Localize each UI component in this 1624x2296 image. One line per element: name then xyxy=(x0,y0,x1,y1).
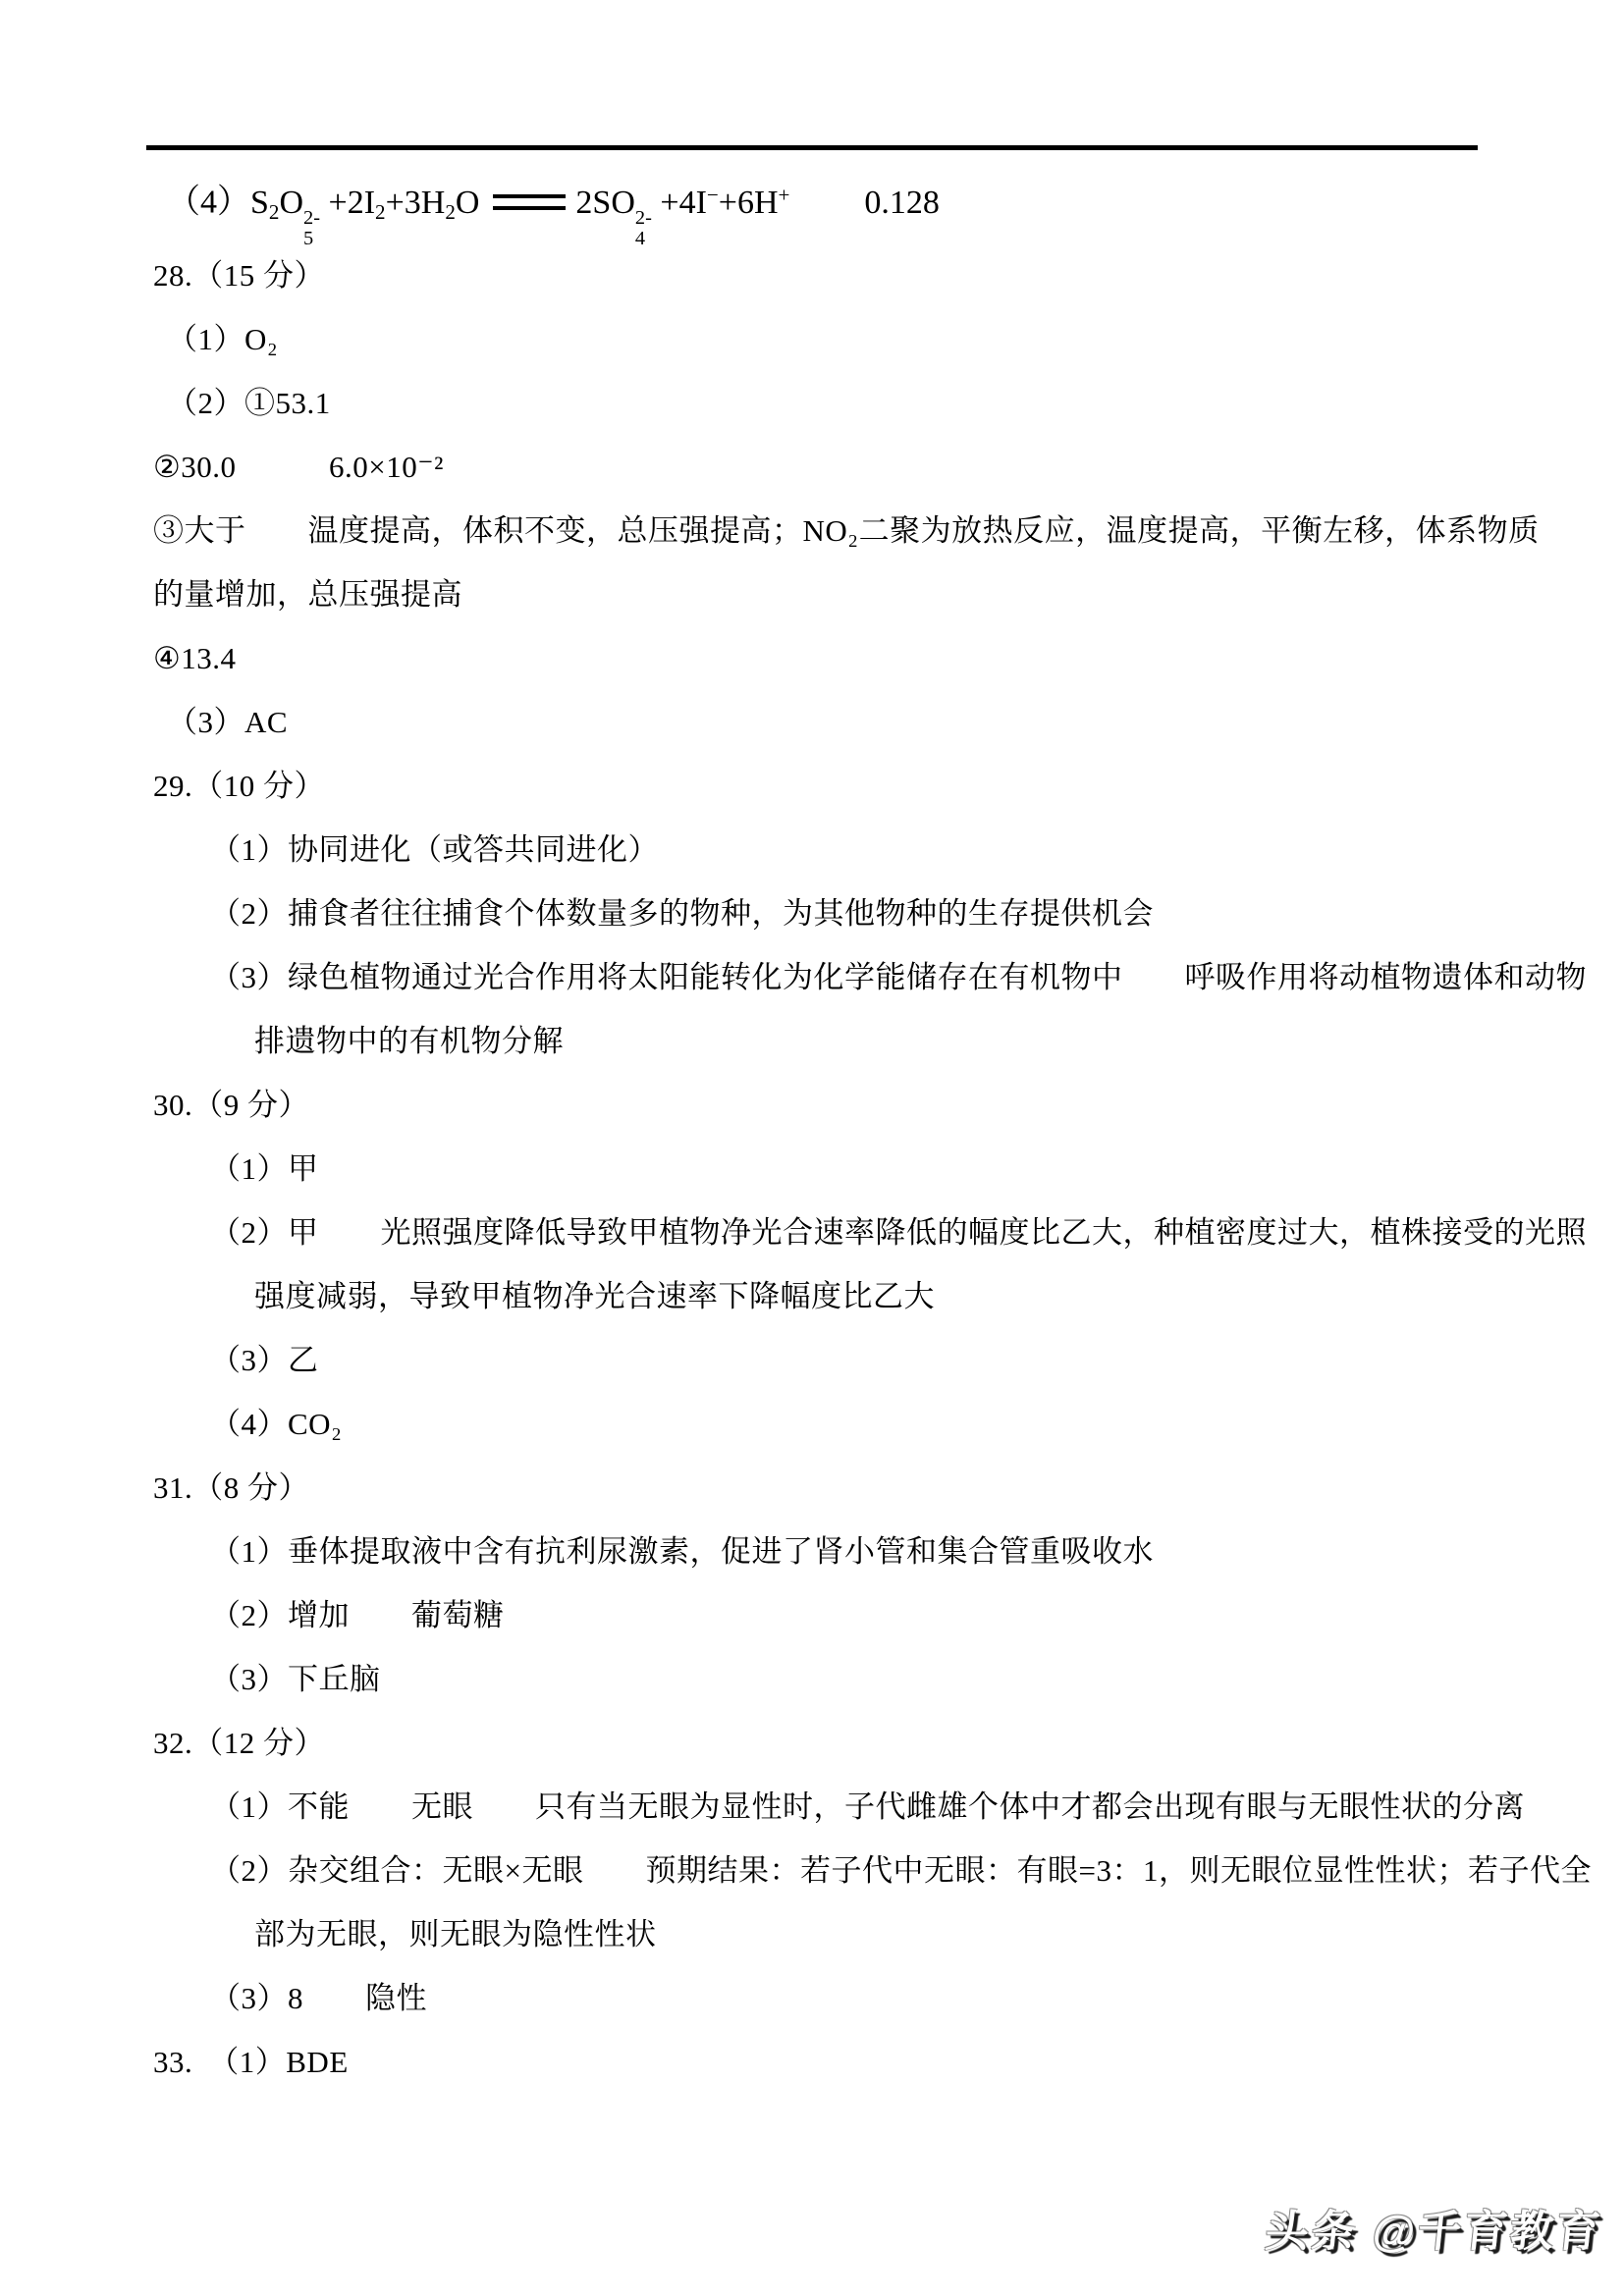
answer-line-9: 29.（10 分） xyxy=(153,769,325,803)
answer-line-12: （3）绿色植物通过光合作用将太阳能转化为化学能储存在有机物中 呼吸作用将动植物遗体和动物 xyxy=(210,960,1587,994)
answer-line-21: （1）垂体提取液中含有抗利尿激素，促进了肾小管和集合管重吸收水 xyxy=(210,1534,1154,1569)
answer-line-7: ④13.4 xyxy=(153,641,237,675)
equation-item-label: （4） xyxy=(167,184,250,221)
answer-line-29: 33. （1）BDE xyxy=(153,2045,349,2079)
answer-line-2: （1）O₂ xyxy=(167,322,279,356)
answer-line-10: （1）协同进化（或答共同进化） xyxy=(210,832,659,867)
answer-line-19: （4）CO₂ xyxy=(210,1407,343,1441)
answer-line-14: 30.（9 分） xyxy=(153,1088,309,1122)
answer-line-23: （3）下丘脑 xyxy=(210,1662,381,1696)
answer-line-4: ②30.0 6.0×10⁻² xyxy=(153,450,444,484)
answer-line-27: 部为无眼，则无眼为隐性性状 xyxy=(254,1917,657,1951)
answer-line-22: （2）增加 葡萄糖 xyxy=(210,1598,505,1632)
answer-line-11: （2）捕食者往往捕食个体数量多的物种，为其他物种的生存提供机会 xyxy=(210,896,1154,931)
ion-charge-stack: 2- 5 xyxy=(303,206,321,250)
double-line-equals-sign xyxy=(493,194,566,210)
answer-line-17: 强度减弱，导致甲植物净光合速率下降幅度比乙大 xyxy=(254,1279,935,1313)
answer-line-18: （3）乙 xyxy=(210,1343,319,1377)
chemical-equation: $S_2O$ 2- 5 $+2I_2+3H_2O$ 2SO 2- 4 +4I−+6H+ xyxy=(250,183,790,250)
answer-line-1: 28.（15 分） xyxy=(153,258,325,293)
answer-line-28: （3）8 隐性 xyxy=(210,1981,427,2015)
answer-line-24: 32.（12 分） xyxy=(153,1726,325,1760)
answer-line-5: ③大于 温度提高，体积不变，总压强提高；NO₂二聚为放热反应，温度提高，平衡左移，体系物质 xyxy=(153,513,1540,548)
answer-line-16: （2）甲 光照强度降低导致甲植物净光合速率降低的幅度比乙大，种植密度过大，植株接受的光照 xyxy=(210,1215,1587,1250)
answer-line-20: 31.（8 分） xyxy=(153,1470,309,1505)
ion-charge-stack: 2- 4 xyxy=(634,206,652,250)
answer-line-13: 排遗物中的有机物分解 xyxy=(254,1024,564,1058)
answer-line-6: 的量增加，总压强提高 xyxy=(153,577,462,612)
answer-line-25: （1）不能 无眼 只有当无眼为显性时，子代雌雄个体中才都会出现有眼与无眼性状的分离 xyxy=(210,1789,1525,1824)
watermark: 头条 @千育教育 xyxy=(1263,2208,1605,2256)
answer-line-chemistry-q4 xyxy=(167,167,940,250)
answer-line-3: （2）①53.1 xyxy=(167,386,331,420)
header-rule xyxy=(146,145,1478,150)
answer-lines xyxy=(153,243,1592,2094)
equation-result-value: 0.128 xyxy=(864,184,940,221)
answer-line-26: （2）杂交组合：无眼×无眼 预期结果：若子代中无眼：有眼=3：1，则无眼位显性性状；若子代全 xyxy=(210,1853,1592,1888)
answer-line-8: （3）AC xyxy=(167,705,289,739)
answer-line-15: （1）甲 xyxy=(210,1151,319,1186)
